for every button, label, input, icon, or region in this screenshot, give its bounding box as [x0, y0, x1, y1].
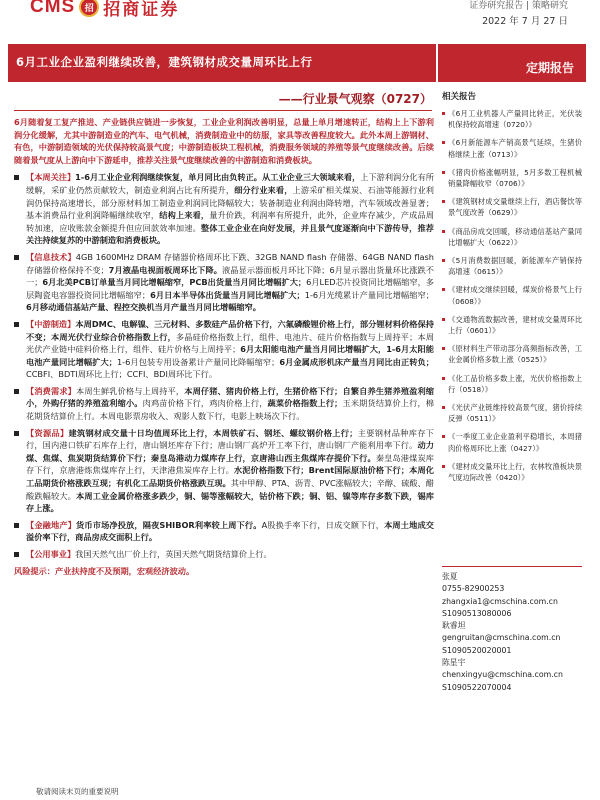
related-report-item[interactable]: 《建材成交继续回暖，煤炭价格景气上行（0608）》	[442, 284, 582, 306]
analyst-line: S1090513080006	[442, 608, 512, 618]
bullet-text-segment: 上下游利润分化有所缓解，采矿业仍然贡献较大，制造业利润占比有所提升，	[26, 172, 434, 195]
analyst-line: S1090522070004	[442, 682, 512, 692]
bullet-tag: 【公用事业】	[26, 549, 76, 559]
analyst-line: chenxingyu@cmschina.com.cn	[442, 670, 563, 680]
related-report-item[interactable]: 《5月消费数据回暖，新能源车产销保持高增速（0615）》	[442, 255, 582, 277]
bullet-text-segment: A股换手率下行，日成交额下行，	[261, 519, 385, 530]
bullet-square-icon	[14, 552, 19, 557]
related-report-item[interactable]: 《商品房成交回暖，移动通信基站产量同比增幅扩大（0622）》	[442, 226, 582, 248]
bullet-square-icon	[14, 322, 19, 327]
company-logo	[30, 0, 179, 20]
bullet-text-segment: 肉鸡苗价格下行，鸡肉价格上行，	[142, 398, 268, 409]
bullet-text-segment: 动力煤、焦煤、焦炭期货结算价下行；秦皇岛港动力煤库存上行，京唐港山西主焦煤库存提价下行。	[26, 440, 434, 463]
bullet-text-segment: 6月北美PCB订单量当月同比增幅缩窄，PCB出货量当月同比增幅扩大；	[42, 277, 307, 288]
bullet-text-segment: 本周仔猪、猪肉价格上行，生猪价格下行；	[184, 385, 343, 396]
analyst-line: gengruitan@cmschina.com.cn	[442, 633, 561, 643]
bullet-text-segment: 6月LED芯片投资同比增幅缩窄，多层陶瓷电容器投资同比增幅缩窄；	[26, 277, 434, 300]
bullet-text-segment: 本周DMC、电解镍、三元材料、多数硅产品价格下行，六氟磷酸锂价格上行，	[75, 318, 360, 329]
bullet-tag: 【信息技术】	[26, 251, 76, 262]
bullet-square-icon	[14, 523, 19, 528]
related-report-item[interactable]: 《6月新能源车产销高景气延续，生猪价格继续上涨（0713）》	[442, 137, 582, 159]
bullet-text-segment: 1-6月包装专用设备累计产量同比降幅缩窄；	[116, 356, 280, 367]
bullet-list	[14, 171, 434, 560]
bullet-item	[14, 519, 434, 544]
related-report-item[interactable]: 《6月工业机器人产量同比转正，光伏装机保持较高增速（0720）》	[442, 108, 582, 130]
related-report-item[interactable]: 《建筑钢材成交量继续上行，酒店餐饮等景气度改善（0629）》	[442, 196, 582, 218]
bullet-text-segment: 6月金属成形机床产量当月同比由正转负；	[279, 356, 434, 367]
bullet-text-segment: 秦皇岛港煤炭库存下行，京唐港炼焦煤库存上行，天津港焦炭库存上行。	[26, 452, 434, 476]
bullet-text-segment: 量升价跌，利润率有所提升，此外，企业库存减少，产成品周转加速，应收账款金额提升但应回款效率加速。	[26, 210, 434, 233]
analyst-line: zhangxia1@cmschina.com.cn	[442, 596, 558, 606]
bullet-text-segment: 6月日本半导体出货量当月同比增幅扩大；	[150, 289, 305, 300]
logo-emblem-icon: 招	[79, 0, 99, 17]
report-type-badge: 定期报告	[438, 44, 586, 82]
bullet-text-segment: 7月液晶电视面板周环比下降。	[108, 264, 223, 275]
logo-en: CMS	[30, 0, 76, 17]
bullet-text-segment: 本周化工品期货价格涨跌互现；有机化工品期货价格涨跌互现。	[26, 465, 434, 489]
bullet-tag: 【资源品】	[26, 427, 69, 438]
bullet-text-segment: 本周生鲜乳价格与上周持平，	[75, 385, 185, 396]
bullet-text-segment: 1-6月光缆累计产量同比增幅缩窄；	[304, 289, 434, 300]
related-report-item[interactable]: 《光伏产业链维持较高景气度，猪价持续反弹（0511）》	[442, 402, 582, 424]
bullet-text-segment: 唐山钢厂高炉开工率下行，唐山钢厂产能利用率下行。	[217, 440, 418, 451]
related-report-item[interactable]: 《建材成交量环比上行，农林牧渔板块景气度边际改善（0420）》	[442, 461, 582, 483]
related-report-item[interactable]: 《交通物流数据改善，建材成交量周环比上行（0601）》	[442, 314, 582, 336]
main-content	[14, 116, 434, 577]
related-report-item[interactable]: 《原材料生产带动部分高频指标改善，工业金属价格多数上涨（0525）》	[442, 343, 582, 365]
analyst-contacts	[442, 566, 582, 694]
bullet-text-segment: 建筑钢材成交量十日均值周环比上行，本周铁矿石、钢坯、螺纹钢价格上行；	[68, 427, 358, 438]
bullet-text-segment: 整体工业企业在向好发展，并且景气度逐渐向中下游传导，推荐关注持续复苏的中游制造和消费板块。	[26, 222, 434, 246]
related-report-item[interactable]: 《猪肉价格涨幅明显，5月多数工程机械销量降幅收窄（0706）》	[442, 167, 582, 189]
bullet-tag: 【金融地产】	[26, 519, 77, 530]
bullet-text-segment: 液晶显示器面板月环比下降；6月显示器出货量环比涨跌不一；	[26, 264, 434, 288]
bullet-item	[14, 171, 434, 247]
bullet-text-segment: 我国天然气出厂价上行，英国天然气期货结算价上行。	[75, 549, 272, 559]
related-report-item[interactable]: 《一季度工业企业盈利平稳增长，本周猪肉价格周环比上涨（0427）》	[442, 431, 582, 453]
analyst-divider	[442, 566, 582, 567]
bullet-item	[14, 385, 434, 423]
footer-disclaimer: 敬请阅读末页的重要说明	[36, 787, 119, 796]
subtitle-divider	[14, 110, 432, 111]
bullet-text-segment: 玉米期货结算价上行，棉花期货结算价上行。本周电影票房收入、观影人数下行，电影上映场次下行。	[26, 398, 434, 422]
bullet-item	[14, 251, 434, 314]
summary-paragraph: 6月随着复工复产推进、产业链供应链进一步恢复，工业企业利润改善明显，总量上单月增速转正，结构上上下游利润分化缓解，尤其中游制造业的汽车、电气机械，消费制造业中的纺服，家具等改善程度较大。此外本周上游钢材、有色，中游制造领域的光伏保持较高景气度；中游制造板块工程机械，消费服务领域的养殖等景气度继续改善。后续随着景气度从上游向中下游延申，推荐关注景气度继续改善的中游制造和消费板块。	[14, 117, 434, 165]
analyst-line: 陈星宇	[442, 658, 466, 668]
report-date: 2022 年 7 月 27 日	[482, 16, 568, 27]
bullet-text-segment: CCBFI、BDTI周环比上行；CCFI、BDI周环比下行。	[26, 369, 218, 380]
related-reports-heading: 相关报告	[442, 92, 477, 102]
bullet-text-segment: 货币市场净投放，隔夜SHIBOR利率较上周下行。	[76, 519, 262, 530]
bullet-tag: 【本周关注】	[26, 172, 76, 183]
analyst-line: 0755-82900253	[442, 584, 505, 594]
analyst-line: 张夏	[442, 572, 458, 581]
bullet-text-segment: 1-6月工业企业利润继续恢复，单月同比由负转正。从工业企业三大领域来看，	[75, 172, 361, 183]
bullet-text-segment: 4GB 1600MHz DRAM 存储器价格周环比下跌、32GB NAND flash 存储器、64GB NAND flash 存储器价格保持不变；	[26, 251, 434, 275]
bullet-text-segment: 水泥价格指数下行；	[233, 465, 309, 476]
bullet-text-segment: 其中甲醇、PTA、沥青、PVC涨幅较大；辛醇、硫酸、醋酸跌幅较大。	[26, 478, 434, 501]
related-report-list	[442, 108, 582, 483]
bullet-text-segment: 6月太阳能电池产量当月同比增幅扩大，1-6月太阳能电池产量同比增幅扩大；	[26, 344, 434, 367]
bullet-text-segment: 细分行业来看，	[234, 184, 293, 195]
bullet-square-icon	[14, 431, 19, 436]
bullet-tag: 【中游制造】	[26, 318, 76, 329]
report-subtitle: ——行业景气观察（0727）	[278, 92, 432, 106]
bullet-text-segment: 部分锂材料价格保持不变；本周光伏行业综合价格指数上行，	[26, 318, 434, 342]
bullet-item	[14, 548, 434, 561]
risk-warning: 风险提示：产业扶持度不及预期，宏观经济波动。	[14, 565, 195, 576]
bullet-tag: 【消费需求】	[26, 385, 76, 396]
bullet-text-segment: 结构上来看，	[159, 210, 210, 221]
sidebar-related-reports	[442, 90, 582, 490]
related-report-item[interactable]: 《化工品价格多数上涨，光伏价格指数上行（0518）》	[442, 373, 582, 395]
analyst-line: S1090520020001	[442, 645, 512, 655]
bullet-text-segment: 多晶硅价格指数上行，组件、电池片、硅片价格指数与上周持平；本周光伏产业链中硅料价格上行，组件、硅片价格与上周持平；	[26, 331, 434, 355]
document-type: 证券研究报告 | 策略研究	[469, 1, 568, 11]
bullet-text-segment: 蔬菜价格指数上行；	[267, 398, 343, 409]
bullet-text-segment: 上游采矿相关煤炭、石油等能源行业利润仍保持高速增长，部分原材料加工制造业利润同比降幅较大；装备制造业利润由降转增，汽车领域改善显著；基本消费品行业利润降幅继续收窄，	[26, 184, 434, 221]
bullet-text-segment: 本周土地成交溢价率下行，商品房成交面积上行。	[26, 519, 434, 543]
bullet-square-icon	[14, 255, 19, 260]
bullet-square-icon	[14, 389, 19, 394]
bullet-item	[14, 318, 434, 381]
bullet-square-icon	[14, 175, 19, 180]
bullet-text-segment: 主要钢材品种库存下行，国内港口铁矿石库存上行，唐山钢坯库存下行；	[26, 427, 434, 451]
bullet-text-segment: Brent国际原油价格下行；	[308, 465, 410, 476]
analyst-line: 耿睿坦	[442, 621, 466, 631]
bullet-text-segment: 6月移动通信基站产量、程控交换机当月产量当月同比增幅缩窄。	[26, 302, 261, 313]
bullet-text-segment: 本周工业金属价格涨多跌少，铜、锡等涨幅较大，钴价格下跌；铜、铝、镍等库存多数下跌，锡库存上涨。	[26, 490, 434, 514]
analyst-list	[442, 571, 582, 694]
bullet-text-segment: 自繁自养生猪养殖盈利缩小，外购仔猪的养殖盈利缩小。	[26, 385, 434, 409]
bullet-item	[14, 427, 434, 515]
logo-cn: 招商证券	[103, 0, 180, 20]
report-title: 6月工业企业盈利继续改善，建筑钢材成交量周环比上行	[8, 44, 436, 82]
